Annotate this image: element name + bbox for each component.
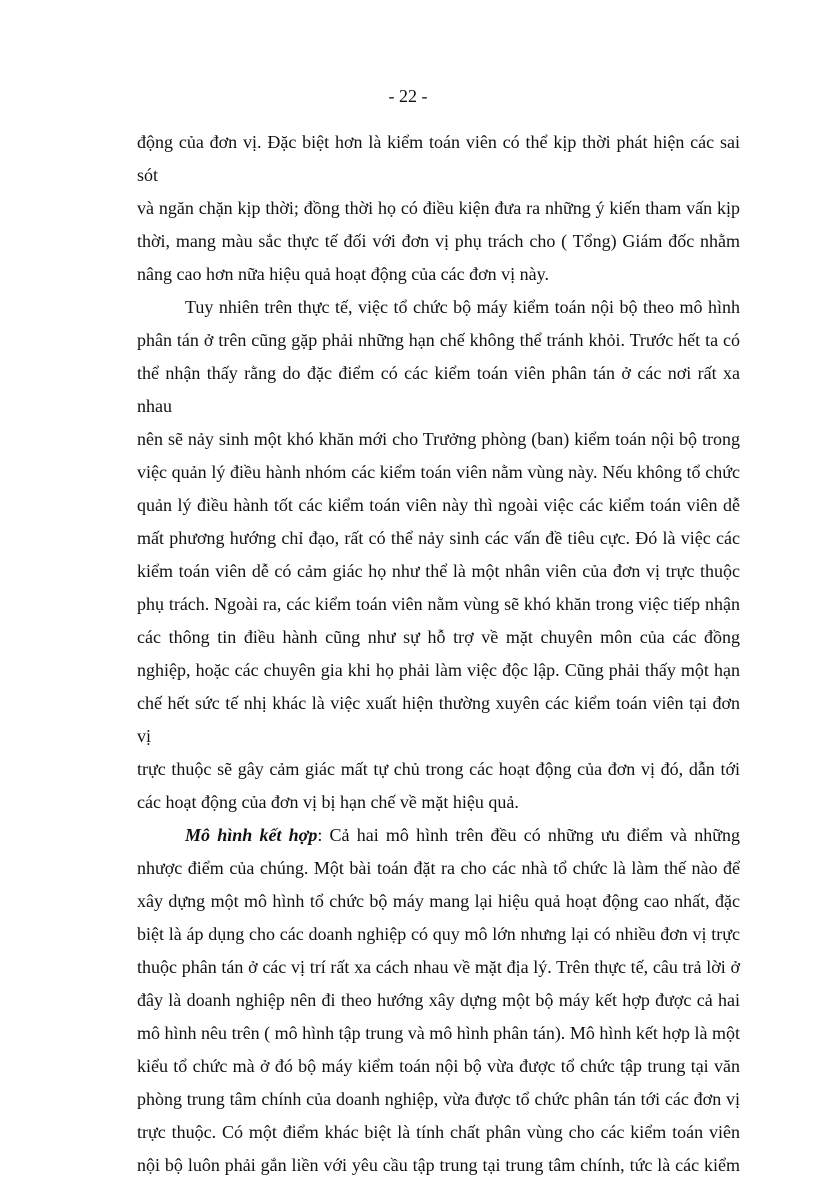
paragraph-3: [137, 819, 740, 1182]
text-line: và ngăn chặn kịp thời; đồng thời họ có điều kiện đưa ra những ý kiến tham vấn kịp: [137, 198, 740, 218]
paragraph-1: [137, 126, 740, 291]
text-line: kiểu tổ chức mà ở đó bộ máy kiểm toán nội bộ vừa được tổ chức tập trung tại văn: [137, 1056, 740, 1076]
text-line: mô hình nêu trên ( mô hình tập trung và mô hình phân tán). Mô hình kết hợp là một: [137, 1023, 740, 1043]
text-line: biệt là áp dụng cho các doanh nghiệp có quy mô lớn nhưng lại có nhiều đơn vị trực: [137, 924, 740, 944]
text-line: đây là doanh nghiệp nên đi theo hướng xây dựng một bộ máy kết hợp được cả hai: [137, 990, 740, 1010]
text-line: thuộc phân tán ở các vị trí rất xa cách nhau về mặt địa lý. Trên thực tế, câu trả lời ở: [137, 957, 740, 977]
text-line: động của đơn vị. Đặc biệt hơn là kiểm toán viên có thể kịp thời phát hiện các sai sót: [137, 132, 740, 185]
text-line: kiểm toán viên dễ có cảm giác họ như thể là một nhân viên của đơn vị trực thuộc: [137, 561, 740, 581]
text-line: phân tán ở trên cũng gặp phải những hạn chế không thể tránh khỏi. Trước hết ta có: [137, 330, 740, 350]
text-line: các hoạt động của đơn vị bị hạn chế về mặt hiệu quả.: [137, 792, 519, 812]
text-line: quản lý điều hành tốt các kiểm toán viên này thì ngoài việc các kiểm toán viên dễ: [137, 495, 740, 515]
lead-rest: : Cả hai mô hình trên đều có những ưu điểm và những: [317, 825, 741, 845]
text-line: thời, mang màu sắc thực tế đối với đơn vị phụ trách cho ( Tổng) Giám đốc nhằm: [137, 231, 740, 251]
text-line: [137, 819, 740, 852]
text-line: trực thuộc sẽ gây cảm giác mất tự chủ trong các hoạt động của đơn vị đó, dẫn tới: [137, 759, 740, 779]
text-line: trực thuộc. Có một điểm khác biệt là tính chất phân vùng cho các kiểm toán viên: [137, 1122, 740, 1142]
text-line: mất phương hướng chỉ đạo, rất có thể nảy sinh các vấn đề tiêu cực. Đó là việc các: [137, 528, 740, 548]
text-line: nội bộ luôn phải gắn liền với yêu cầu tập trung tại trung tâm chính, tức là các kiểm: [137, 1155, 740, 1175]
text-line: chế hết sức tế nhị khác là việc xuất hiện thường xuyên các kiểm toán viên tại đơn vị: [137, 693, 740, 746]
text-line: nâng cao hơn nữa hiệu quả hoạt động của các đơn vị này.: [137, 264, 549, 284]
text-line: xây dựng một mô hình tổ chức bộ máy mang lại hiệu quả hoạt động cao nhất, đặc: [137, 891, 740, 911]
text-line: nhược điểm của chúng. Một bài toán đặt ra cho các nhà tổ chức là làm thế nào để: [137, 858, 740, 878]
paragraph-2: [137, 291, 740, 819]
text-line: nên sẽ nảy sinh một khó khăn mới cho Trưởng phòng (ban) kiểm toán nội bộ trong: [137, 429, 740, 449]
text-line: nghiệp, hoặc các chuyên gia khi họ phải làm việc độc lập. Cũng phải thấy một hạn: [137, 660, 740, 680]
section-lead: Mô hình kết hợp: [185, 825, 318, 845]
text-line: phòng trung tâm chính của doanh nghiệp, vừa được tổ chức phân tán tới các đơn vị: [137, 1089, 740, 1109]
page-number: - 22 -: [388, 86, 428, 106]
text-line: các thông tin điều hành cũng như sự hỗ trợ về mặt chuyên môn của các đồng: [137, 627, 740, 647]
text-line: việc quản lý điều hành nhóm các kiểm toán viên nằm vùng này. Nếu không tổ chức: [137, 462, 740, 482]
text-line: thể nhận thấy rằng do đặc điểm có các kiểm toán viên phân tán ở các nơi rất xa nhau: [137, 363, 740, 416]
text-line: Tuy nhiên trên thực tế, việc tổ chức bộ máy kiểm toán nội bộ theo mô hình: [185, 297, 740, 317]
text-line: phụ trách. Ngoài ra, các kiểm toán viên nằm vùng sẽ khó khăn trong việc tiếp nhận: [137, 594, 740, 614]
body-text: [137, 126, 740, 1182]
